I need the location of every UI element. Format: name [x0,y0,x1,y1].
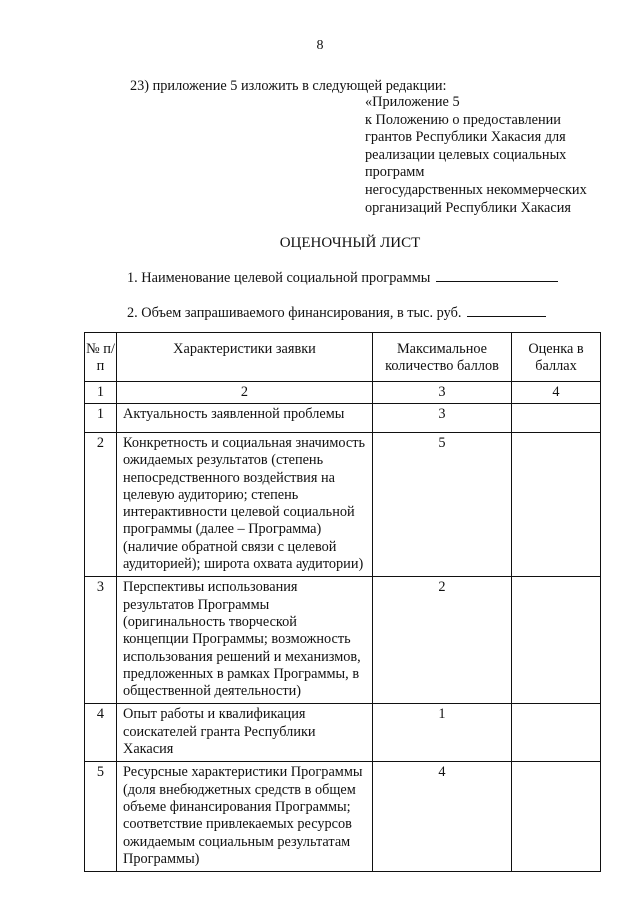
annex-header [365,94,587,217]
annex-line: грантов Республики Хакасия для [365,129,566,146]
funding-amount-label: 2. Объем запрашиваемого финансирования, в тыс. руб. [127,305,462,321]
row-number: 1 [85,404,117,433]
column-number: 3 [373,382,512,404]
table-row [85,404,601,433]
row-score-cell [512,704,601,762]
annex-line: к Положению о предоставлении [365,111,561,128]
row-score-cell [512,762,601,872]
row-characteristic: Опыт работы и квалификация соискателей гранта Республики Хакасия [117,704,373,762]
page-number: 8 [316,38,324,53]
row-number: 4 [85,704,117,762]
table-row [85,704,601,762]
table-row [85,577,601,704]
row-number: 3 [85,577,117,704]
row-characteristic: Актуальность заявленной проблемы [117,404,373,433]
header-max-score: Максимальное количество баллов [373,333,512,382]
column-number: 2 [117,382,373,404]
header-score: Оценка в баллах [512,333,601,382]
table-row [85,433,601,577]
header-number: № п/п [85,333,117,382]
column-number-row [85,382,601,404]
column-number: 1 [85,382,117,404]
row-number: 2 [85,433,117,577]
row-max-score: 2 [373,577,512,704]
row-characteristic: Перспективы использования результатов Программы (оригинальность творческой концепции Программы; возможность использования решений и механизмов, предложенных в рамках Программы, в общественной деятельности) [117,577,373,704]
header-characteristics: Характеристики заявки [117,333,373,382]
table-header-row [85,333,601,382]
row-max-score: 1 [373,704,512,762]
amendment-intro: 23) приложение 5 изложить в следующей редакции: [130,78,447,94]
column-number: 4 [512,382,601,404]
program-name-blank-line [436,269,558,282]
annex-line: «Приложение 5 [365,94,460,110]
row-number: 5 [85,762,117,872]
row-max-score: 4 [373,762,512,872]
annex-line: организаций Республики Хакасия [365,199,571,216]
annex-line: негосударственных некоммерческих [365,181,587,198]
program-name-field [127,269,558,287]
funding-amount-blank-line [467,304,546,317]
table-row [85,762,601,872]
row-max-score: 5 [373,433,512,577]
row-characteristic: Ресурсные характеристики Программы (доля внебюджетных средств в общем объеме финансирования Программы; соответствие привлекаемых ресурсов ожидаемым социальным результатам Программы) [117,762,373,872]
row-score-cell [512,433,601,577]
funding-amount-field [127,304,546,322]
annex-line: программ [365,164,425,181]
document-title: ОЦЕНОЧНЫЙ ЛИСТ [279,235,421,251]
evaluation-table [84,332,601,872]
row-score-cell [512,577,601,704]
annex-line: реализации целевых социальных [365,146,567,163]
program-name-label: 1. Наименование целевой социальной программы [127,270,431,286]
row-characteristic: Конкретность и социальная значимость ожидаемых результатов (степень непосредственного воздействия на целевую аудиторию; степень интерактивности целевой социальной программы (далее – Программа) (наличие обратной связи с целевой аудиторией); широта охвата аудитории) [117,433,373,577]
row-score-cell [512,404,601,433]
row-max-score: 3 [373,404,512,433]
